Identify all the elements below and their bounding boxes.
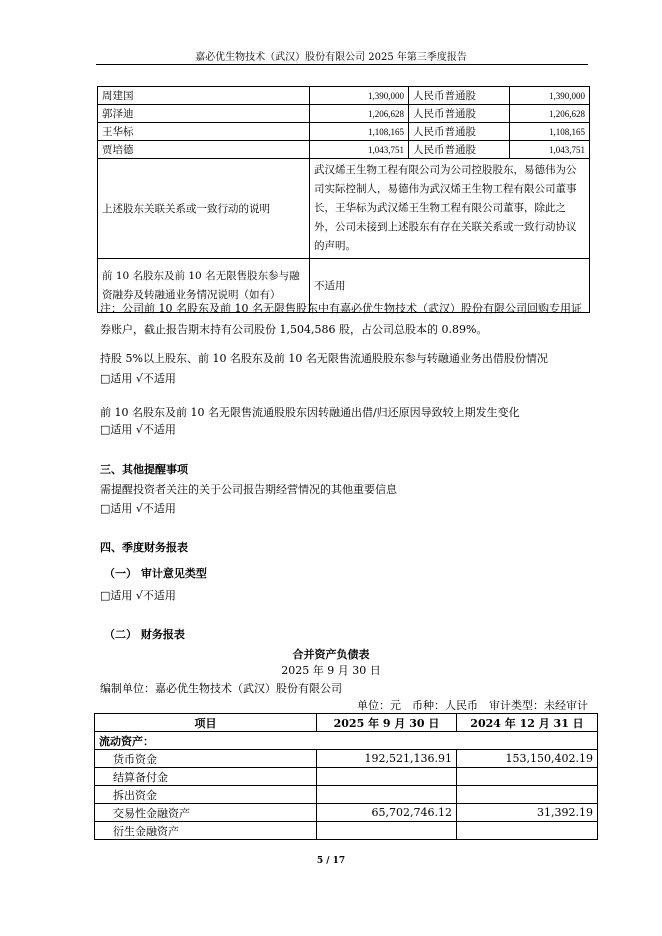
shareholder-name: 贾培德	[98, 141, 310, 159]
margin-trading-value: 不适用	[310, 259, 590, 313]
column-header: 2024 年 12 月 31 日	[457, 714, 598, 732]
item-name: 结算备付金	[95, 768, 317, 786]
shareholder-shares: 1,043,751	[310, 141, 409, 159]
current-value	[317, 786, 457, 804]
table-row	[98, 123, 590, 141]
shareholder-table	[97, 86, 590, 313]
share-count: 1,043,751	[510, 141, 590, 159]
table-row	[98, 159, 590, 259]
relation-label: 上述股东关联关系或一致行动的说明	[98, 159, 310, 259]
item-name: 拆出资金	[95, 786, 317, 804]
preparer: 编制单位：嘉必优生物技术（武汉）股份有限公司	[100, 682, 342, 695]
current-value: 65,702,746.12	[317, 804, 457, 822]
current-value: 192,521,136.91	[317, 750, 457, 768]
page-header: 嘉必优生物技术（武汉）股份有限公司 2025 年第三季度报告	[195, 52, 467, 63]
page-number: 5 / 17	[316, 856, 346, 866]
share-count: 1,206,628	[510, 105, 590, 123]
column-header: 2025 年 9 月 30 日	[317, 714, 457, 732]
item-name: 衍生金融资产	[95, 822, 317, 840]
change-title: 前 10 名股东及前 10 名无限售流通股股东因转融通出借/归还原因导致较上期发生变化	[100, 406, 520, 419]
margin-trading-label: 前 10 名股东及前 10 名无限售股东参与融资融券及转融通业务情况说明（如有）	[98, 259, 310, 313]
relation-text: 武汉烯王生物工程有限公司为公司控股股东，易德伟为公司实际控制人，易德伟为武汉烯王生物工程有限公司董事长，王华标为武汉烯王生物工程有限公司董事，除此之外，公司未接到上述股东有存在关联关系或一致行动协议的声明。	[310, 159, 590, 259]
prior-value	[457, 786, 598, 804]
unit-line: 单位：元 币种：人民币 审计类型：未经审计	[357, 699, 588, 712]
current-value	[317, 768, 457, 786]
share-count: 1,390,000	[510, 87, 590, 105]
table-row	[95, 786, 598, 804]
item-name: 交易性金融资产	[95, 804, 317, 822]
footnote: 注：公司前 10 名股东及前 10 名无限售股东中有嘉必优生物技术（武汉）股份有限公司回购专用证券账户，截止报告期末持有公司股份 1,504,586 股，占公司总股本的 0.89%。	[100, 302, 582, 336]
section-label: 流动资产：	[95, 732, 598, 750]
share-type: 人民币普通股	[409, 123, 510, 141]
current-value	[317, 822, 457, 840]
lending-title: 持股 5%以上股东、前 10 名股东及前 10 名无限售流通股股东参与转融通业务出借股份情况	[100, 352, 548, 365]
prior-value	[457, 768, 598, 786]
table-row	[98, 87, 590, 105]
prior-value: 31,392.19	[457, 804, 598, 822]
share-count: 1,108,165	[510, 123, 590, 141]
item-name: 货币资金	[95, 750, 317, 768]
balance-sheet-title: 合并资产负债表	[292, 648, 370, 661]
financial-statements-title: （二） 财务报表	[104, 628, 185, 641]
table-row	[95, 732, 598, 750]
shareholder-name: 周建国	[98, 87, 310, 105]
shareholder-name: 郭泽迪	[98, 105, 310, 123]
shareholder-shares: 1,108,165	[310, 123, 409, 141]
prior-value	[457, 822, 598, 840]
share-type: 人民币普通股	[409, 141, 510, 159]
section3-applicable: □适用 √不适用	[100, 502, 176, 515]
balance-sheet-table	[94, 713, 598, 840]
column-header: 项目	[95, 714, 317, 732]
section4-title: 四、季度财务报表	[100, 541, 188, 554]
section3-title: 三、其他提醒事项	[100, 463, 188, 476]
prior-value: 153,150,402.19	[457, 750, 598, 768]
audit-applicable: □适用 √不适用	[100, 589, 176, 602]
audit-opinion-title: （一） 审计意见类型	[104, 567, 207, 580]
lending-applicable: □适用 √不适用	[100, 372, 176, 385]
table-row	[95, 804, 598, 822]
share-type: 人民币普通股	[409, 87, 510, 105]
table-header-row	[95, 714, 598, 732]
balance-sheet-date: 2025 年 9 月 30 日	[281, 664, 381, 677]
share-type: 人民币普通股	[409, 105, 510, 123]
section3-desc: 需提醒投资者关注的关于公司报告期经营情况的其他重要信息	[100, 483, 397, 496]
header-divider	[96, 64, 588, 65]
table-row	[98, 105, 590, 123]
table-row	[95, 750, 598, 768]
table-row	[95, 822, 598, 840]
shareholder-name: 王华标	[98, 123, 310, 141]
shareholder-shares: 1,206,628	[310, 105, 409, 123]
shareholder-shares: 1,390,000	[310, 87, 409, 105]
change-applicable: □适用 √不适用	[100, 423, 176, 436]
table-row	[98, 141, 590, 159]
table-row	[95, 768, 598, 786]
